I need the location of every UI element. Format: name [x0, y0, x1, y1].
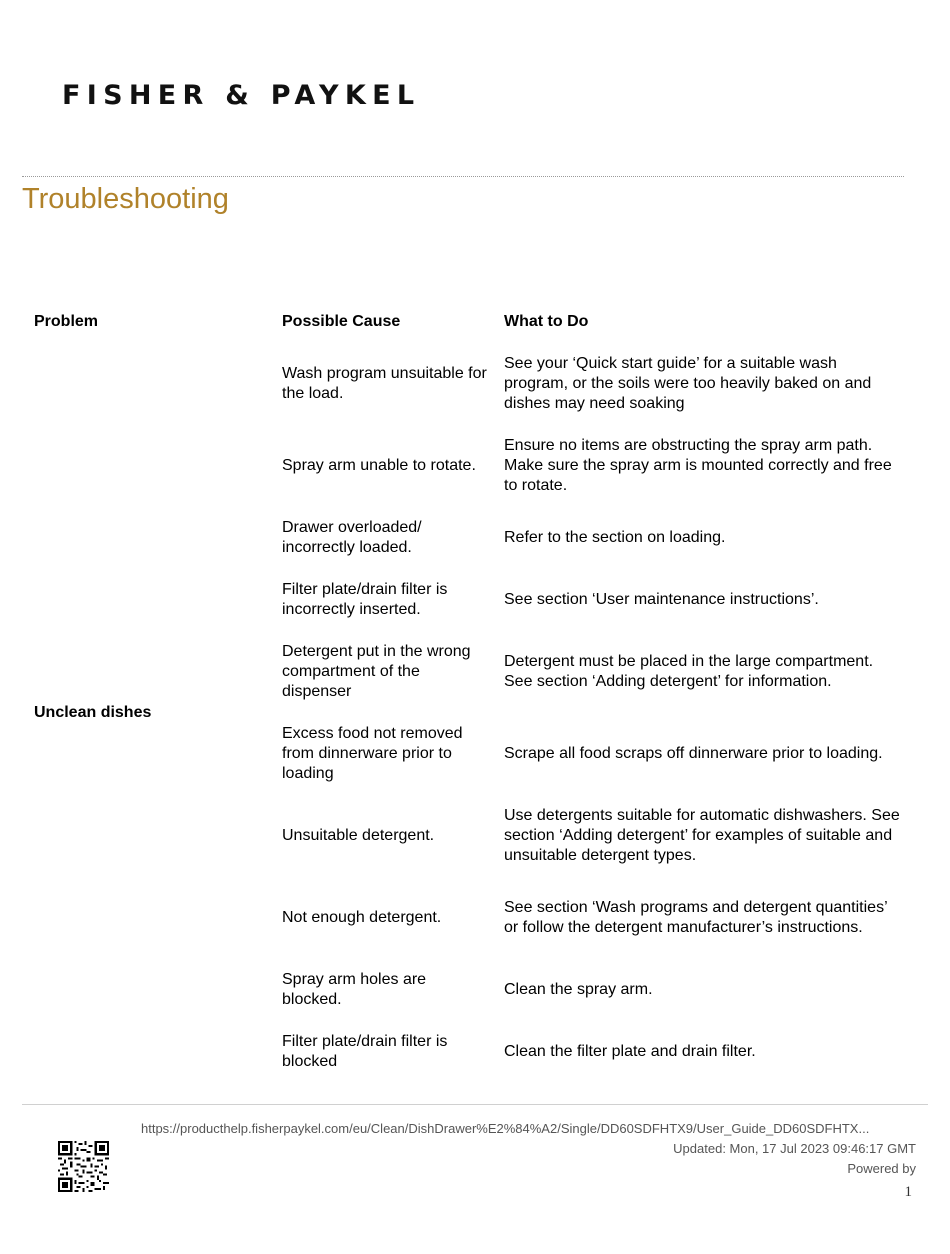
todo-cell: Clean the filter plate and drain filter. — [504, 1043, 756, 1060]
powered-by-text: Powered by — [847, 1161, 916, 1176]
cause-cell: Spray arm holes are blocked. — [282, 971, 427, 1008]
cause-cell: Filter plate/drain filter is blocked — [282, 1033, 448, 1070]
column-header-cause: Possible Cause — [282, 313, 401, 330]
cause-cell: Wash program unsuitable for the load. — [282, 365, 487, 402]
cause-cell: Not enough detergent. — [282, 909, 442, 926]
todo-cell: Refer to the section on loading. — [504, 529, 726, 546]
page-title: Troubleshooting — [22, 183, 229, 215]
qr-code-icon — [58, 1141, 109, 1192]
todo-cell: Ensure no items are obstructing the spray arm path. Make sure the spray arm is mounted correctly and free to rotate. — [504, 437, 892, 494]
column-header-todo: What to Do — [504, 313, 589, 330]
cause-cell: Spray arm unable to rotate. — [282, 457, 476, 474]
todo-cell: Detergent must be placed in the large compartment. See section ‘Adding detergent’ for information. — [504, 653, 874, 690]
cause-cell: Filter plate/drain filter is incorrectly inserted. — [282, 581, 448, 618]
column-header-problem: Problem — [34, 313, 99, 330]
problem-cell: Unclean dishes — [34, 704, 152, 721]
cause-cell: Detergent put in the wrong compartment of the dispenser — [282, 643, 471, 700]
todo-cell: Clean the spray arm. — [504, 981, 653, 998]
header-divider — [22, 176, 904, 177]
todo-cell: See section ‘User maintenance instructions’. — [504, 591, 819, 608]
source-url-link[interactable]: https://producthelp.fisherpaykel.com/eu/Clean/DishDrawer%E2%84%A2/Single/DD60SDFHTX9/User_Guide_DD60SDFHTX... — [141, 1121, 870, 1136]
brand-logo: FISHER & PAYKEL — [62, 80, 421, 111]
cause-cell: Drawer overloaded/ incorrectly loaded. — [282, 519, 422, 556]
todo-cell: Scrape all food scraps off dinnerware prior to loading. — [504, 745, 883, 762]
todo-cell: Use detergents suitable for automatic dishwashers. See section ‘Adding detergent’ for examples of suitable and unsuitable detergent types. — [504, 807, 900, 864]
cause-cell: Unsuitable detergent. — [282, 827, 435, 844]
todo-cell: See your ‘Quick start guide’ for a suitable wash program, or the soils were too heavily baked on and dishes may need soaking — [504, 355, 872, 412]
page-number: 1 — [904, 1184, 912, 1200]
updated-timestamp: Updated: Mon, 17 Jul 2023 09:46:17 GMT — [673, 1141, 916, 1156]
cause-cell: Excess food not removed from dinnerware prior to loading — [282, 725, 463, 782]
todo-cell: See section ‘Wash programs and detergent quantities’ or follow the detergent manufacturer’s instructions. — [504, 899, 888, 936]
footer-divider — [22, 1104, 928, 1105]
